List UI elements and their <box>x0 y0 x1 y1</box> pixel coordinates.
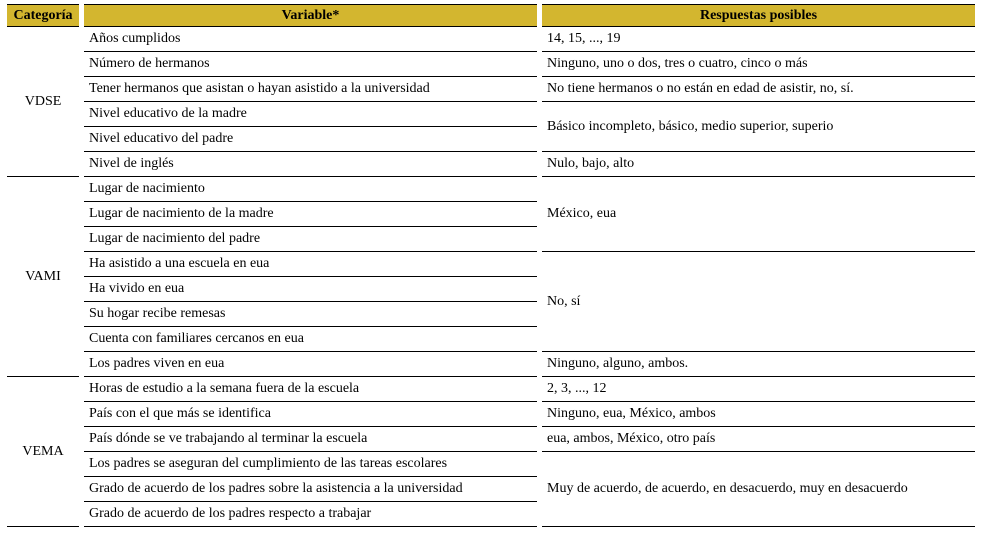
response-cell: No tiene hermanos o no están en edad de asistir, no, sí. <box>542 77 975 102</box>
category-cell: VDSE <box>7 27 79 177</box>
header-row <box>7 4 975 27</box>
variable-cell: Horas de estudio a la semana fuera de la escuela <box>84 377 537 402</box>
variable-cell: Los padres se aseguran del cumplimiento de las tareas escolares <box>84 452 537 477</box>
response-cell: Ninguno, uno o dos, tres o cuatro, cinco o más <box>542 52 975 77</box>
variable-cell: Lugar de nacimiento de la madre <box>84 202 537 227</box>
table-row <box>7 252 975 277</box>
response-cell: Nulo, bajo, alto <box>542 152 975 177</box>
header-category-cell: Categoría <box>7 4 79 27</box>
table-row <box>7 152 975 177</box>
table-row <box>7 77 975 102</box>
response-cell: 2, 3, ..., 12 <box>542 377 975 402</box>
variable-cell: Nivel educativo del padre <box>84 127 537 152</box>
response-cell: No, sí <box>542 252 975 352</box>
variable-cell: Cuenta con familiares cercanos en eua <box>84 327 537 352</box>
variables-table <box>2 4 980 527</box>
response-cell: México, eua <box>542 177 975 252</box>
variable-cell: Número de hermanos <box>84 52 537 77</box>
variable-cell: Nivel educativo de la madre <box>84 102 537 127</box>
table-row <box>7 52 975 77</box>
category-cell: VAMI <box>7 177 79 377</box>
variable-cell: Su hogar recibe remesas <box>84 302 537 327</box>
variable-cell: Los padres viven en eua <box>84 352 537 377</box>
response-cell: eua, ambos, México, otro país <box>542 427 975 452</box>
response-cell: Muy de acuerdo, de acuerdo, en desacuerdo, muy en desacuerdo <box>542 452 975 527</box>
table-row <box>7 377 975 402</box>
response-cell: Ninguno, eua, México, ambos <box>542 402 975 427</box>
header-responses-cell: Respuestas posibles <box>542 4 975 27</box>
response-cell: Básico incompleto, básico, medio superior, superio <box>542 102 975 152</box>
variable-cell: Ha vivido en eua <box>84 277 537 302</box>
variable-cell: Lugar de nacimiento <box>84 177 537 202</box>
response-cell: Ninguno, alguno, ambos. <box>542 352 975 377</box>
variable-cell: Años cumplidos <box>84 27 537 52</box>
table-row <box>7 352 975 377</box>
variable-cell: Ha asistido a una escuela en eua <box>84 252 537 277</box>
table-row <box>7 402 975 427</box>
variable-cell: Nivel de inglés <box>84 152 537 177</box>
variable-cell: País dónde se ve trabajando al terminar la escuela <box>84 427 537 452</box>
table-body <box>7 27 975 527</box>
table-row <box>7 27 975 52</box>
category-cell: VEMA <box>7 377 79 527</box>
table-row <box>7 177 975 202</box>
table-row <box>7 452 975 477</box>
table-row <box>7 102 975 127</box>
variable-cell: Grado de acuerdo de los padres respecto a trabajar <box>84 502 537 527</box>
variable-cell: Tener hermanos que asistan o hayan asistido a la universidad <box>84 77 537 102</box>
response-cell: 14, 15, ..., 19 <box>542 27 975 52</box>
table-row <box>7 427 975 452</box>
variable-cell: Grado de acuerdo de los padres sobre la asistencia a la universidad <box>84 477 537 502</box>
variable-cell: País con el que más se identifica <box>84 402 537 427</box>
table-header <box>7 4 975 27</box>
header-variable-cell: Variable* <box>84 4 537 27</box>
variable-cell: Lugar de nacimiento del padre <box>84 227 537 252</box>
